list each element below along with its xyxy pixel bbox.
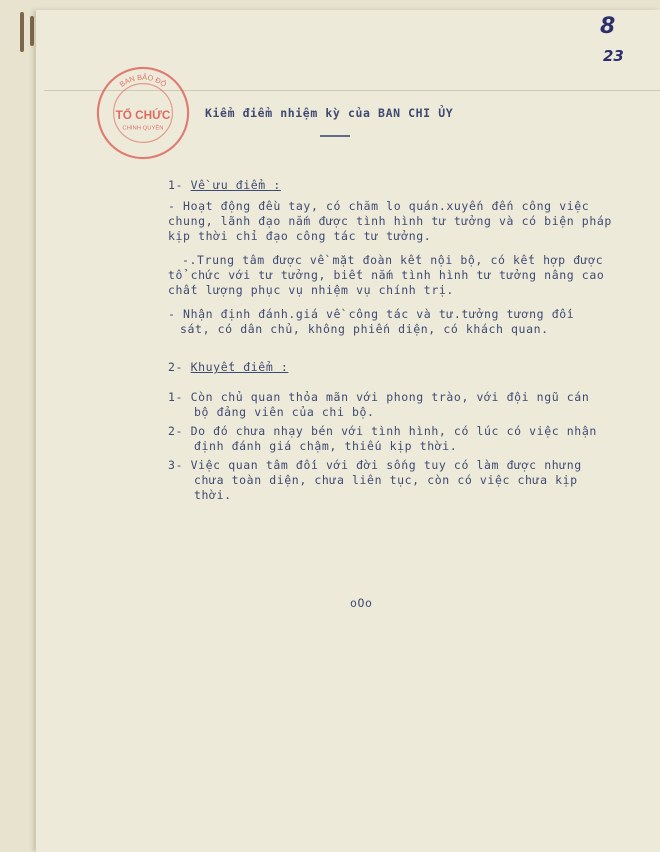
s2-i2-line1: Do đó chưa nhạy bén với tình hình, có lúc có việc nhận bbox=[190, 424, 597, 438]
section1-item-1-line2 bbox=[168, 214, 612, 229]
section2-heading bbox=[168, 360, 288, 375]
section1-item-3 bbox=[168, 307, 574, 322]
s2-i1-marker: 1- bbox=[168, 390, 184, 404]
section2-item-3-line3 bbox=[194, 488, 232, 503]
section1-item-2-line3 bbox=[168, 283, 454, 298]
s1-i3-line1: - Nhận định đánh.giá về công tác và tư.tưởng tương đối bbox=[168, 307, 575, 321]
s1-i1-line3: kịp thời chỉ đạo công tác tư tưởng. bbox=[168, 229, 432, 243]
section2-item-2 bbox=[168, 424, 597, 439]
s2-i1-line1: Còn chủ quan thỏa mãn với phong trào, với đội ngũ cán bbox=[190, 390, 590, 404]
s1-i2-line1: -.Trung tâm được về mặt đoàn kết nội bộ, có kết hợp được bbox=[182, 253, 604, 267]
s2-i3-line2: chưa toàn diện, chưa liên tục, còn có việc chưa kịp bbox=[194, 473, 578, 487]
page-number: 23 bbox=[603, 47, 624, 65]
section2-number: 2- bbox=[168, 360, 184, 374]
section1-item-1 bbox=[168, 199, 589, 214]
stamp-line1: BAN BẢO ĐỘ bbox=[117, 72, 169, 89]
s1-i2-line2: tổ chức với tư tưởng, biết nắm tình hình tư tưởng nâng cao bbox=[168, 268, 605, 282]
section1-number: 1- bbox=[168, 178, 184, 192]
section1-heading bbox=[168, 178, 281, 193]
binding-marks bbox=[14, 12, 44, 52]
section1-item-2-line2 bbox=[168, 268, 604, 283]
organization-stamp bbox=[94, 64, 192, 162]
section2-item-3-line2 bbox=[194, 473, 578, 488]
svg-text:BAN BẢO ĐỘ bbox=[118, 73, 169, 89]
end-mark: oOo bbox=[350, 596, 373, 610]
s2-i1-line2: bộ đảng viên của chi bộ. bbox=[194, 405, 375, 419]
stamp-line3: CHÍNH QUYỀN bbox=[122, 125, 164, 132]
s1-i1-line1: - Hoạt động đều tay, có chăm lo quán.xuyến đến công việc bbox=[168, 199, 590, 213]
section1-item-3-line2 bbox=[180, 322, 549, 337]
section1-item-1-line3 bbox=[168, 229, 431, 244]
section1-item-2 bbox=[182, 253, 603, 268]
s2-i2-marker: 2- bbox=[168, 424, 184, 438]
document-title: Kiểm điểm nhiệm kỳ của BAN CHI ỦY bbox=[205, 106, 454, 120]
s1-i3-line2: sát, có dân chủ, không phiến diện, có khách quan. bbox=[180, 322, 549, 336]
section2-item-1 bbox=[168, 390, 589, 405]
s2-i3-line1: Việc quan tâm đối với đời sống tuy có làm được nhưng bbox=[190, 458, 582, 472]
title-underline bbox=[320, 135, 350, 137]
section2-item-3 bbox=[168, 458, 582, 473]
s1-i1-line2: chung, lãnh đạo nắm được tình hình tư tưởng và có biện pháp bbox=[168, 214, 612, 228]
corner-mark: 8 bbox=[600, 14, 616, 39]
section2-item-1-line2 bbox=[194, 405, 375, 420]
section2-item-2-line2 bbox=[194, 439, 457, 454]
s2-i3-line3: thời. bbox=[194, 488, 232, 502]
stamp-line2: TỔ CHỨC bbox=[115, 108, 171, 122]
s1-i2-line3: chất lượng phục vụ nhiệm vụ chính trị. bbox=[168, 283, 454, 297]
s2-i2-line2: định đánh giá chậm, thiếu kịp thời. bbox=[194, 439, 458, 453]
s2-i3-marker: 3- bbox=[168, 458, 184, 472]
section1-heading-text: Về ưu điểm : bbox=[190, 178, 281, 192]
section2-heading-text: Khuyết điểm : bbox=[190, 360, 289, 374]
